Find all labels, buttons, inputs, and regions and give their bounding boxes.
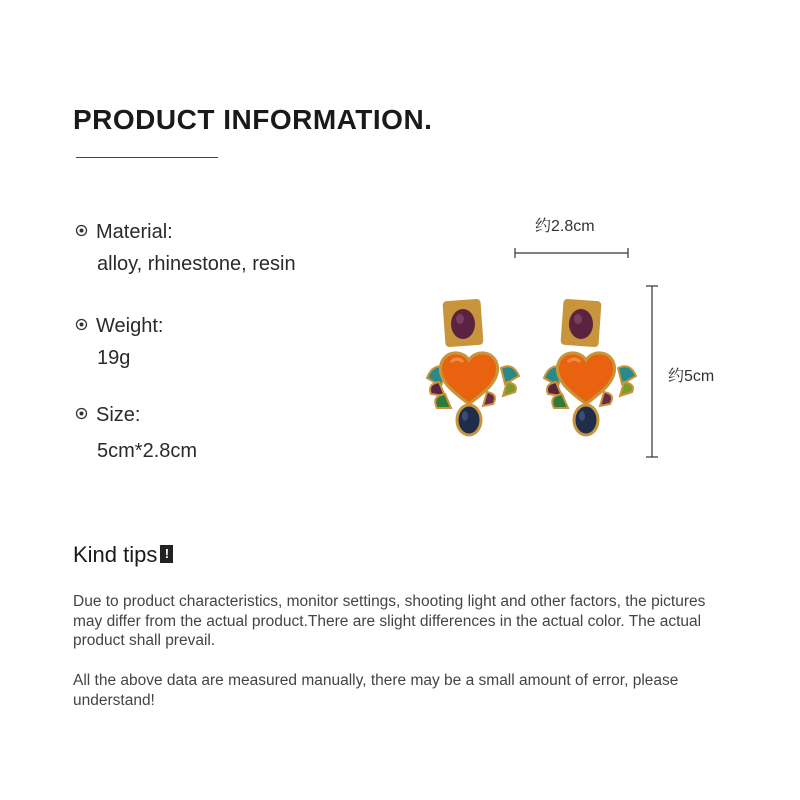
circle-dot-icon <box>75 224 88 237</box>
circle-dot-icon <box>75 318 88 331</box>
spec-value: 5cm*2.8cm <box>97 440 198 463</box>
spec-label: Size: <box>96 404 141 427</box>
spec-value: alloy, rhinestone, resin <box>97 253 296 276</box>
width-dimension-label: 约2.8cm <box>535 218 595 235</box>
spec-material <box>75 221 296 276</box>
circle-dot-icon <box>75 407 88 420</box>
title-underline <box>76 157 218 158</box>
height-dimension-line <box>645 285 659 458</box>
exclamation-icon: ! <box>160 545 173 563</box>
earring-image-left <box>423 296 523 446</box>
width-dimension-line <box>514 247 629 259</box>
spec-label: Weight: <box>96 315 164 338</box>
tips-paragraph-2: All the above data are measured manually, there may be a small amount of error, please understand! <box>73 672 679 709</box>
spec-value: 19g <box>97 347 131 370</box>
spec-label: Material: <box>96 221 173 244</box>
height-dimension-label: 约5cm <box>668 368 715 385</box>
spec-size <box>75 404 197 463</box>
spec-weight <box>75 315 163 370</box>
page-title: PRODUCT INFORMATION. <box>73 104 433 135</box>
earring-image-right <box>540 296 640 446</box>
tips-paragraph-1: Due to product characteristics, monitor settings, shooting light and other factors, the pictures may differ from the actual product.There are slight differences in the actual color. The actual product shall prevail. <box>73 593 706 649</box>
tips-heading-text: Kind tips <box>73 542 158 567</box>
tips-heading <box>73 542 173 568</box>
